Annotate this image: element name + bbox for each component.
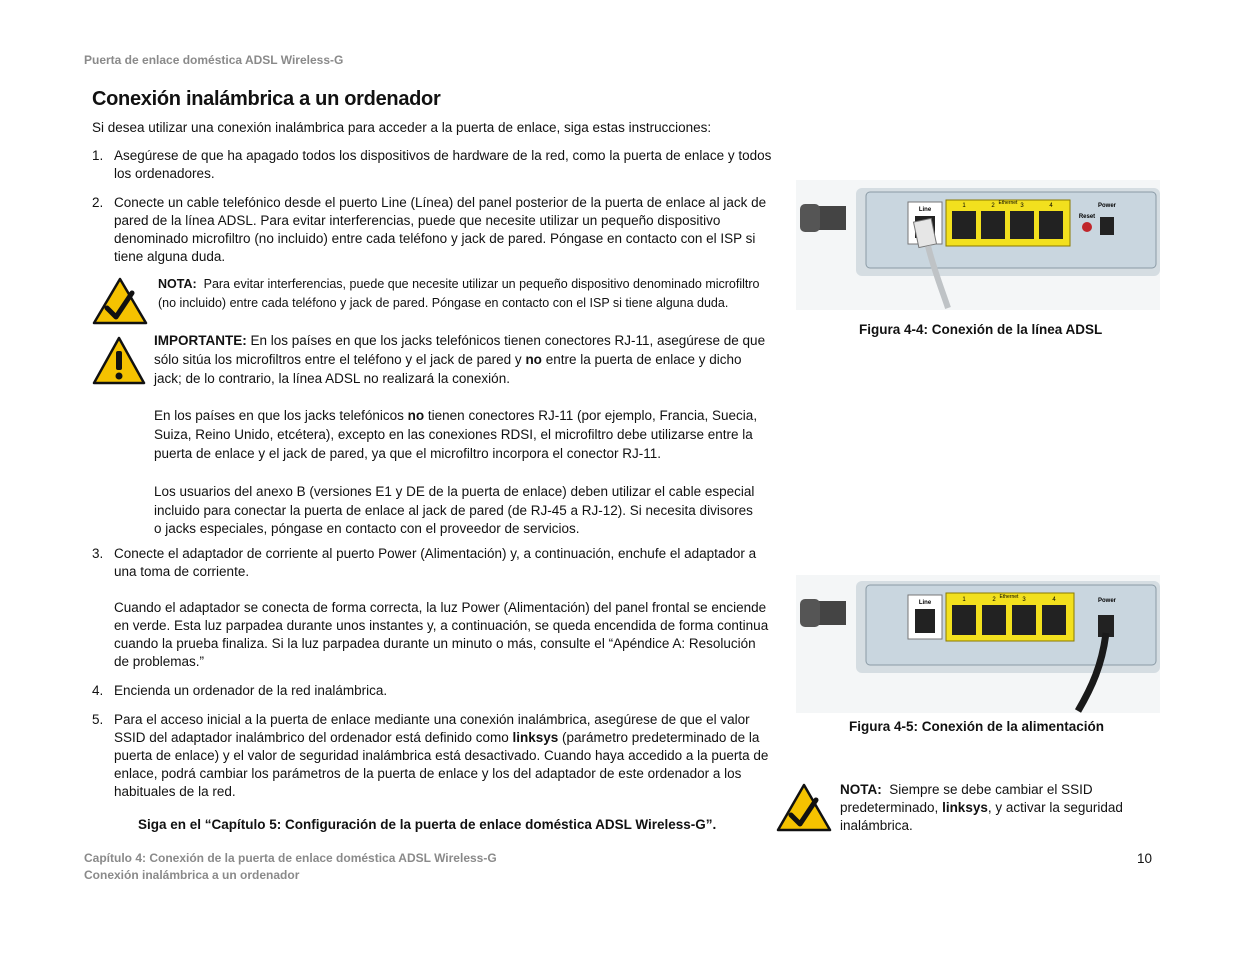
port-1-label: 1: [962, 597, 966, 603]
footer-chapter: Capítulo 4: Conexión de la puerta de enlace doméstica ADSL Wireless-G: [84, 851, 497, 865]
text-line: enlace, podrá cambiar los parámetros de la puerta de enlace y los del adaptador de este ordenador a los: [114, 766, 742, 781]
proceed-instruction: Siga en el “Capítulo 5: Configuración de la puerta de enlace doméstica ADSL Wireless-G”.: [138, 817, 717, 832]
step-1-text: [114, 147, 771, 183]
note-line: (no incluido) entre cada teléfono y jack de pared. Póngase en contacto con el ISP si tiene alguna duda.: [158, 296, 729, 310]
line-port-label: Line: [918, 600, 932, 606]
text-line: puerta de enlace y el jack de pared, ya que el microfiltro incorpora el conector RJ-11.: [154, 445, 662, 461]
text-line: habituales de la red.: [114, 784, 236, 799]
text-line: puerta de enlace) y el valor de seguridad inalámbrica está desactivado. Cuando haya accedido a la puerta de: [114, 748, 769, 763]
step-2-number: 2.: [92, 195, 104, 210]
note-1-text: [158, 275, 760, 313]
text-line: cuando la prueba finaliza. Si la luz parpadea durante un minuto o más, consulte el “Apéndice A: Resolución: [114, 636, 756, 651]
text-line: de problemas.”: [114, 654, 205, 669]
intro-text: Si desea utilizar una conexión inalámbrica para acceder a la puerta de enlace, siga estas instrucciones:: [92, 120, 712, 135]
text-line: En los países en que los jacks telefónicos tienen conectores RJ-11, asegúrese de que: [250, 333, 766, 348]
text-line: entre la puerta de enlace y dicho: [541, 351, 742, 367]
ethernet-label: Ethernet: [999, 594, 1019, 600]
port-2-label: 2: [992, 597, 996, 603]
step-4-number: 4.: [92, 683, 104, 698]
text-line: o jacks especiales, póngase en contacto con el proveedor de servicios.: [154, 521, 580, 537]
text-line: una toma de corriente.: [114, 564, 250, 579]
text-line: SSID del adaptador inalámbrico del ordenador está definido como: [114, 730, 513, 745]
step-1-number: 1.: [92, 148, 104, 163]
footer-section: Conexión inalámbrica a un ordenador: [84, 868, 300, 882]
reset-label: Reset: [1078, 214, 1096, 220]
emphasis: no: [525, 351, 542, 367]
running-header: Puerta de enlace doméstica ADSL Wireless-G: [84, 53, 344, 67]
text-line: Conecte el adaptador de corriente al puerto Power (Alimentación) y, a continuación, enchufe el adaptador a: [114, 546, 757, 561]
text-line: Para el acceso inicial a la puerta de enlace mediante una conexión inalámbrica, asegúrese de que el valor: [114, 712, 750, 727]
emphasis: linksys: [942, 800, 988, 815]
text-line: predeterminado,: [840, 800, 943, 815]
step-3-text: [114, 545, 768, 671]
text-line: incluido para conectar la puerta de enlace al jack de pared (de RJ-45 a RJ-12). Si necesita divisores: [154, 502, 753, 518]
step-4-text: Encienda un ordenador de la red inalámbrica.: [114, 683, 388, 698]
figure-4-4-caption: Figura 4-4: Conexión de la línea ADSL: [859, 322, 1103, 337]
footer: [84, 850, 497, 884]
page-number: 10: [1137, 851, 1153, 866]
text-line: Siempre se debe cambiar el SSID: [889, 782, 1093, 797]
step-5-text: [114, 711, 768, 801]
power-label: Power: [1097, 203, 1117, 209]
line-port-label: Line: [918, 207, 932, 213]
emphasis: linksys: [512, 730, 559, 745]
step-5-number: 5.: [92, 712, 104, 727]
port-2-label: 2: [991, 203, 995, 209]
text-line: tienen conectores RJ-11 (por ejemplo, Francia, Suecia,: [424, 408, 758, 424]
figure-4-4-image: [796, 180, 1160, 310]
figure-4-5-image: [796, 575, 1160, 713]
text-line: Asegúrese de que ha apagado todos los dispositivos de hardware de la red, como la puerta de enlace y todos: [114, 148, 772, 163]
port-3-label: 3: [1022, 597, 1026, 603]
power-label: Power: [1097, 598, 1117, 604]
emphasis: no: [407, 408, 425, 424]
note-label: NOTA:: [158, 277, 197, 291]
important-label: IMPORTANTE:: [154, 333, 247, 348]
step-3-number: 3.: [92, 546, 104, 561]
important-text: [154, 332, 765, 539]
text-line: En los países en que los jacks telefónicos: [154, 408, 408, 424]
text-line: tiene alguna duda.: [114, 249, 226, 264]
check-note-icon: [92, 277, 148, 325]
text-line: en verde. Esta luz parpadea durante unos instantes y, a continuación, se queda encendida de forma continua: [114, 618, 769, 633]
port-3-label: 3: [1020, 203, 1024, 209]
note-line: Para evitar interferencias, puede que necesite utilizar un pequeño dispositivo denominado microfiltro: [203, 277, 760, 291]
text-line: Suiza, Reino Unido, etcétera), excepto en las conexiones RDSI, el microfiltro debe utilizarse entre la: [154, 427, 753, 443]
step-2-text: [114, 194, 766, 266]
text-line: , y activar la seguridad: [987, 800, 1123, 815]
text-line: Los usuarios del anexo B (versiones E1 y DE de la puerta de enlace) deben utilizar el cable especial: [154, 483, 755, 499]
port-1-label: 1: [962, 203, 966, 209]
figure-4-5-caption: Figura 4-5: Conexión de la alimentación: [849, 719, 1105, 734]
text-line: jack; de lo contrario, la línea ADSL no realizará la conexión.: [154, 370, 510, 386]
check-note-icon: [776, 783, 832, 833]
note-label: NOTA:: [840, 782, 882, 797]
ethernet-label: Ethernet: [998, 200, 1018, 206]
text-line: pared de la línea ADSL. Para evitar interferencias, puede que necesite utilizar un pequeño dispositivo: [114, 213, 721, 228]
text-line: sólo sitúa los microfiltros entre el teléfono y el jack de pared y: [154, 351, 526, 367]
port-4-label: 4: [1049, 203, 1053, 209]
text-line: denominado microfiltro (no incluido) entre cada teléfono y jack de pared. Póngase en contacto con el ISP si: [114, 231, 756, 246]
text-line: Cuando el adaptador se conecta de forma correcta, la luz Power (Alimentación) del panel frontal se enciende: [114, 600, 767, 615]
port-4-label: 4: [1052, 597, 1056, 603]
text-line: Conecte un cable telefónico desde el puerto Line (Línea) del panel posterior de la puerta de enlace al jack de: [114, 195, 767, 210]
text-line: (parámetro predeterminado de la: [558, 730, 760, 745]
text-line: inalámbrica.: [840, 818, 913, 833]
section-title: Conexión inalámbrica a un ordenador: [92, 88, 441, 110]
note-2-text: [840, 781, 1123, 835]
warning-icon: [92, 336, 146, 386]
text-line: los ordenadores.: [114, 166, 215, 181]
